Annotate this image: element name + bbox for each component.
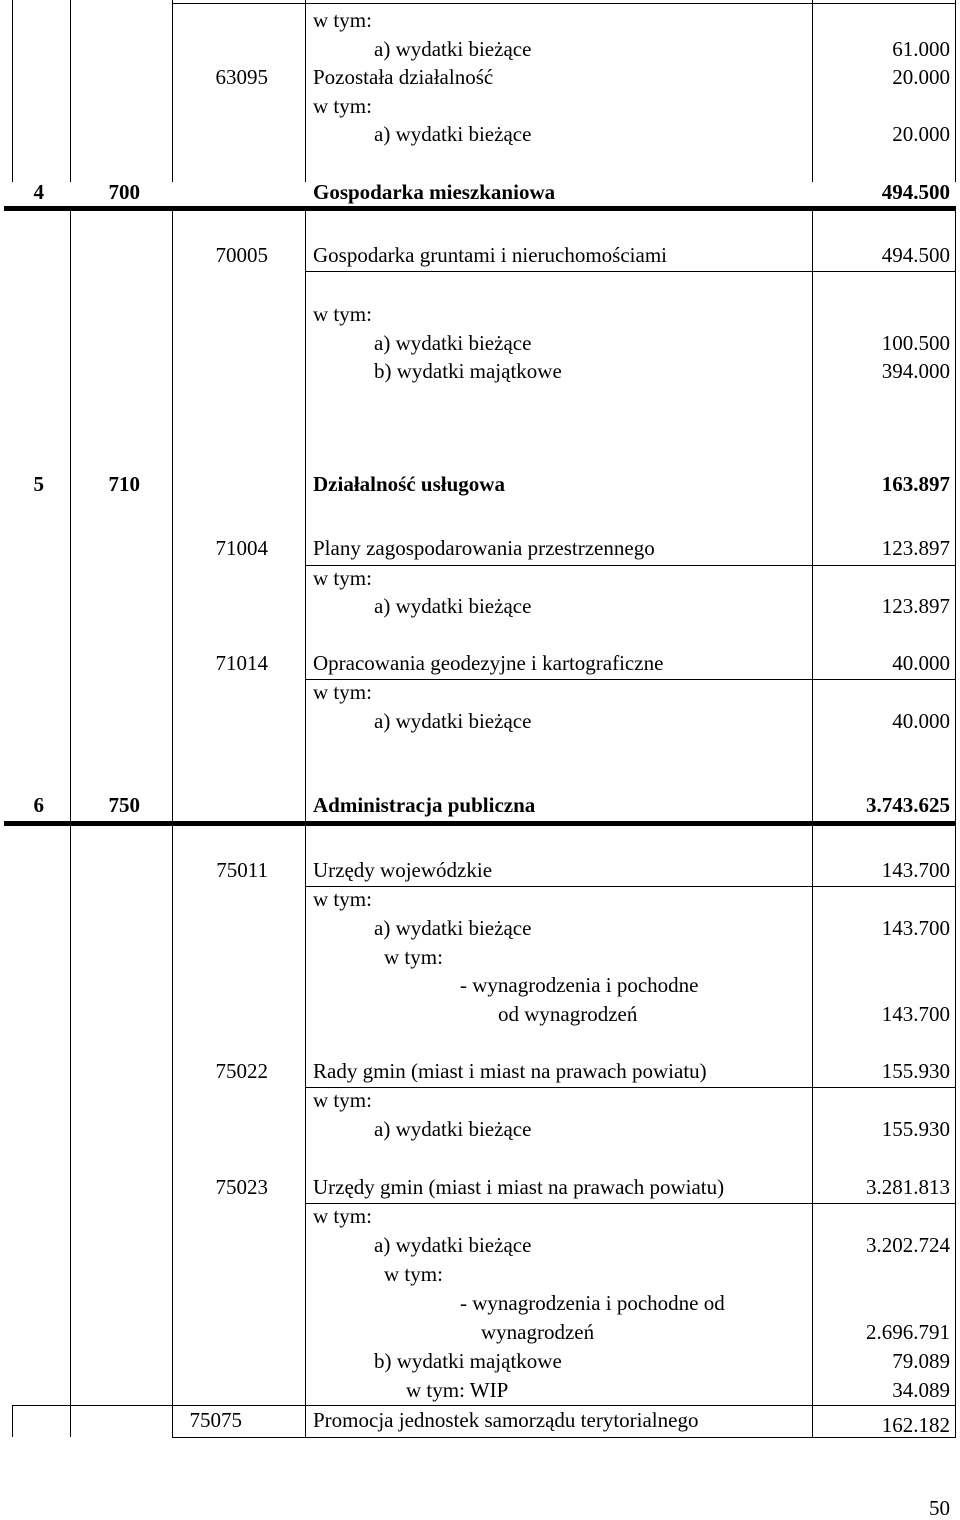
row-label: Gospodarka mieszkaniowa [313,180,556,204]
row-label: a) wydatki bieżące [374,331,532,355]
row-amount: 163.897 [881,472,950,496]
row-label: Urzędy gmin (miast i miast na prawach powiatu) [313,1175,725,1199]
row-amount: 79.089 [892,1349,950,1373]
row-label: a) wydatki bieżące [374,916,532,940]
row-amount: 40.000 [892,709,950,733]
row-label: w tym: [313,94,372,118]
row-label: Gospodarka gruntami i nieruchomościami [313,243,667,267]
row-label: od wynagrodzeń [498,1002,638,1026]
row-label: Plany zagospodarowania przestrzennego [313,536,655,560]
row-amount: 20.000 [892,65,950,89]
page-number: 50 [929,1496,950,1520]
row-label: Działalność usługowa [313,472,505,496]
section-number: 5 [33,472,44,496]
row-amount: 494.500 [881,243,950,267]
row-rule [305,1203,956,1204]
row-label: w tym: [313,1088,372,1112]
row-label: Opracowania geodezyjne i kartograficzne [313,651,664,675]
row-label: a) wydatki bieżące [374,1233,532,1257]
row-label: - wynagrodzenia i pochodne od [460,1291,725,1315]
rozdzial-code: 63095 [215,65,268,89]
rozdzial-code: 70005 [215,243,268,267]
row-amount: 494.500 [881,180,950,204]
rozdzial-code: 75023 [215,1175,268,1199]
column-rule [12,1405,13,1437]
row-label: w tym: [313,566,372,590]
row-amount: 143.700 [881,1002,950,1026]
row-label: - wynagrodzenia i pochodne [460,973,699,997]
row-label: Rady gmin (miast i miast na prawach powiatu) [313,1059,707,1083]
row-amount: 3.281.813 [866,1175,950,1199]
dzial-code: 700 [108,180,140,204]
row-label: w tym: [313,1204,372,1228]
row-amount: 394.000 [881,359,950,383]
row-label: a) wydatki bieżące [374,709,532,733]
rozdzial-code: 75011 [216,858,268,882]
row-rule [305,886,956,887]
rozdzial-code: 71014 [215,651,268,675]
section-rule [4,206,956,211]
row-label: b) wydatki majątkowe [374,1349,562,1373]
row-label: a) wydatki bieżące [374,1117,532,1141]
row-amount: 3.202.724 [866,1233,950,1257]
dzial-code: 750 [108,793,140,817]
row-amount: 3.743.625 [866,793,950,817]
row-amount: 155.930 [881,1117,950,1141]
column-rule [955,0,956,182]
row-amount: 100.500 [881,331,950,355]
row-amount: 162.182 [881,1413,950,1437]
row-amount: 143.700 [881,858,950,882]
row-amount: 34.089 [892,1378,950,1402]
row-amount: 123.897 [881,536,950,560]
section-number: 4 [33,180,44,204]
rozdzial-code: 75022 [215,1059,268,1083]
row-amount: 143.700 [881,916,950,940]
row-label: Promocja jednostek samorządu terytorialnego [313,1408,699,1432]
row-amount: 40.000 [892,651,950,675]
row-label: Pozostała działalność [313,65,494,89]
row-rule [12,1405,956,1406]
dzial-code: 710 [108,472,140,496]
row-label: Urzędy wojewódzkie [313,858,493,882]
row-amount: 2.696.791 [866,1320,950,1344]
row-label: w tym: [313,302,372,326]
section-rule [4,821,956,826]
column-rule [12,0,13,182]
rozdzial-code: 71004 [215,536,268,560]
section-number: 6 [33,793,44,817]
column-rule [305,0,306,182]
row-label: w tym: [313,887,372,911]
row-label: a) wydatki bieżące [374,594,532,618]
row-label: a) wydatki bieżące [374,37,532,61]
column-rule [70,0,71,182]
row-amount: 20.000 [892,122,950,146]
row-amount: 61.000 [892,37,950,61]
row-rule [305,679,956,680]
column-rule [812,0,813,182]
row-rule [305,1087,956,1088]
column-rule [172,0,173,182]
row-rule [172,3,956,4]
row-label: w tym: [313,680,372,704]
row-label: b) wydatki majątkowe [374,359,562,383]
row-amount: 155.930 [881,1059,950,1083]
row-rule [305,565,956,566]
row-rule [305,271,956,272]
row-amount: 123.897 [881,594,950,618]
row-label: w tym: WIP [406,1378,509,1402]
row-label: w tym: [384,945,443,969]
row-label: Administracja publiczna [313,793,536,817]
rozdzial-code: 75075 [189,1408,242,1432]
row-label: a) wydatki bieżące [374,122,532,146]
row-rule [172,1437,956,1438]
row-label: w tym: [313,8,372,32]
row-label: wynagrodzeń [481,1320,595,1344]
row-label: w tym: [384,1262,443,1286]
